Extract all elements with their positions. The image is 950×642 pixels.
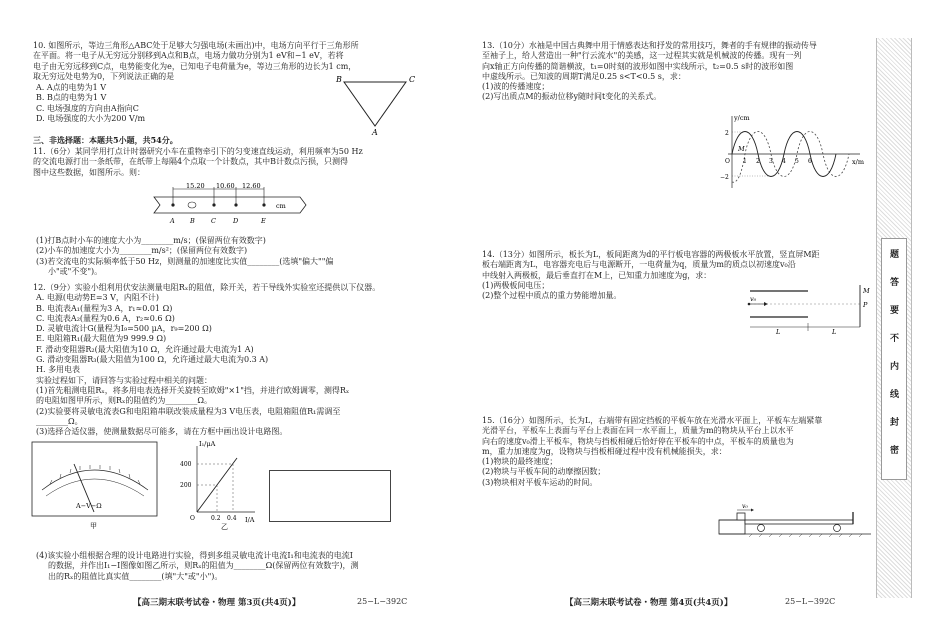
platform bbox=[719, 520, 745, 534]
q14-line: 14.（13分）如图所示，板长为L，板间距离为d的平行板电容器的两极板水平放置，竖直屏M距 bbox=[482, 250, 820, 259]
q12-item: D. 灵敏电流计G(量程为I₉=500 μA，r₉=200 Ω) bbox=[36, 324, 212, 334]
paper-tape-figure bbox=[150, 183, 310, 231]
wave-x-label: x/m bbox=[852, 158, 865, 166]
q12-item: C. 电流表A₂(量程为0.6 A，r₂≈0.6 Ω) bbox=[36, 313, 175, 323]
strip-char: 线 bbox=[890, 390, 900, 400]
q11-subquestions bbox=[36, 236, 333, 277]
q11-sub: (3)若交流电的实际频率低于50 Hz，则测量的加速度比实值________(选填"偏大""偏 bbox=[36, 256, 334, 266]
exam-code-right: 25−L−392C bbox=[785, 597, 836, 606]
q10-line: 10. 如图所示，等边三角形△ABC处于足够大匀强电场(未画出)中，电场方向平行于三角形所 bbox=[33, 41, 359, 50]
q11-line: 的交流电源打出一条纸带，在纸带上每隔4个点取一个计数点，其中B计数点污损，只测得 bbox=[33, 157, 348, 167]
wave-x-tick-5: 5 bbox=[795, 158, 799, 165]
question-15 bbox=[482, 416, 822, 488]
q13-line: (1)波的传播速度； bbox=[482, 82, 550, 92]
strip-char: 要 bbox=[890, 306, 900, 316]
q12-sub: ________Ω。 bbox=[36, 416, 83, 426]
q15-line: m，重力加速度为g，设物块与挡板相碰过程中没有机械能损失，求： bbox=[482, 446, 727, 456]
q13-line: (2)写出质点M的振动位移y随时间t变化的关系式。 bbox=[482, 92, 662, 102]
q15-line: 光滑平台，平板车上表面与平台上表面在同一水平面上，质量为m的物块从平台上以水平 bbox=[482, 426, 794, 436]
strip-char: 答 bbox=[890, 278, 900, 288]
q12-part-4 bbox=[36, 551, 359, 582]
q11-line: 图中这些数据，如图所示。则： bbox=[33, 167, 145, 177]
q12-line: 12.（9分）实验小组利用伏安法测量电阻Rₓ的阻值，除开关，若干导线外实验室还提供以下仪器。 bbox=[33, 283, 381, 292]
graph-y-tick-200: 200 bbox=[180, 482, 192, 489]
q15-line: 15.（16分）如图所示，长为L，右端带有固定挡板的平板车放在光滑水平面上，平板车左端紧靠 bbox=[482, 416, 823, 425]
wave-y-tick-neg2: −2 bbox=[720, 174, 729, 181]
fig-jia-caption: 甲 bbox=[90, 522, 97, 530]
tape-dim-cd: 10.60 bbox=[216, 183, 235, 190]
q12-sub: 的电阻如图甲所示，则Rₓ的阻值约为________Ω。 bbox=[36, 396, 213, 406]
cap-label-l2: L bbox=[832, 328, 837, 335]
binding-strip-label bbox=[881, 238, 907, 480]
fig-yi-caption: 乙 bbox=[221, 523, 228, 530]
q12-4-line: 的数据，并作出I₁−I图像如图乙所示，则Rₓ的阻值为________Ω(保留两位有效数字)，测 bbox=[48, 561, 359, 571]
binding-strip bbox=[876, 38, 912, 598]
q10-line: 电子由无穷远移到C点，电势能变化为e，已知电子电荷量为e，等边三角形的边长为1 cm， bbox=[33, 61, 357, 71]
q14-line: (2)整个过程中质点的重力势能增加量。 bbox=[482, 291, 622, 301]
triangle-label-c: C bbox=[409, 75, 416, 84]
q13-line: 至袖子上，给人营造出一种"行云流水"的美感，这一过程其实就是机械波的传播。现有一列 bbox=[482, 51, 802, 61]
q10-option-b: B. B点的电势为1 V bbox=[36, 93, 107, 103]
q15-line: (2)物块与平板车间的动摩擦因数； bbox=[482, 467, 606, 477]
footer-page-4: 【高三期末联考试卷・物理 第4页(共4页)】 bbox=[565, 598, 733, 608]
q12-item: G. 滑动变阻器R₃(最大阻值为100 Ω，允许通过最大电流为0.3 A) bbox=[36, 355, 269, 365]
q12-line: 实验过程如下，请回答与实验过程中相关的问题： bbox=[36, 375, 212, 385]
graph-x-label: I/A bbox=[245, 516, 255, 524]
q12-item: B. 电流表A₁(量程为3 A，r₁≈0.01 Ω) bbox=[36, 303, 173, 313]
exam-code-left: 25−L−392C bbox=[357, 597, 408, 606]
triangle-label-a: A bbox=[372, 128, 378, 136]
capacitor-figure bbox=[720, 283, 870, 335]
circuit-answer-box[interactable] bbox=[269, 470, 391, 522]
wave-origin: O bbox=[725, 158, 730, 165]
graph-y-tick-400: 400 bbox=[180, 461, 192, 468]
strip-char: 不 bbox=[890, 334, 900, 344]
strip-char: 封 bbox=[890, 418, 900, 428]
cap-label-v0: v₀ bbox=[750, 295, 757, 303]
tape-point-d: D bbox=[233, 217, 239, 225]
graph-x-tick-02: 0.2 bbox=[211, 515, 221, 522]
q15-line: (1)物块的最终速度； bbox=[482, 457, 558, 467]
footer-page-3: 【高三期末联考试卷・物理 第3页(共4页)】 bbox=[133, 598, 301, 608]
q10-line: 在平面。将一电子从无穷远分别移到A点和B点，电场力做功分别为1 eV和−1 eV，若将 bbox=[33, 51, 344, 61]
graph-x-tick-04: 0.4 bbox=[227, 515, 237, 522]
wave-x-tick-3: 3 bbox=[769, 158, 773, 165]
q12-4-line: 出的Rₓ的阻值比真实值________(填"大"或"小")。 bbox=[48, 571, 223, 581]
tape-dim-ac: 15.20 bbox=[186, 183, 205, 190]
q13-line: 13.（10分）水袖是中国古典舞中用于情感表达和抒发的常用技巧，舞者的手有规律的振动传导 bbox=[482, 41, 817, 50]
strip-char: 题 bbox=[890, 250, 900, 260]
multimeter-figure bbox=[30, 440, 160, 530]
q13-line: 中虚线所示。已知波的周期T满足0.25 s<T<0.5 s，求： bbox=[482, 71, 686, 81]
q10-option-c: C. 电场强度的方向由A指向C bbox=[36, 103, 139, 113]
q10-option-a: A. A点的电势为1 V bbox=[36, 83, 107, 92]
q11-line: 11.（6分）某同学用打点计时器研究小车在重物牵引下的匀变速直线运动，利用频率为50 Hz bbox=[33, 147, 363, 156]
graph-origin: O bbox=[190, 515, 195, 522]
i1-i-graph bbox=[175, 440, 260, 530]
strip-char: 内 bbox=[890, 362, 900, 372]
q15-line: (3)物块相对平板车运动的时间。 bbox=[482, 477, 598, 487]
meter-label: A−V−Ω bbox=[76, 502, 102, 510]
q15-line: 向右的速度v₀滑上平板车，物块与挡板相碰后恰好停在平板车的中点，平板车的质量也为 bbox=[482, 436, 794, 446]
q10-option-d: D. 电场强度的大小为200 V/m bbox=[36, 113, 146, 123]
question-11 bbox=[33, 147, 363, 178]
smudge-mark bbox=[188, 202, 196, 208]
triangle-label-b: B bbox=[336, 75, 342, 84]
q13-line: 向x轴正方向传播的简谐横波，t₁=0时刻的波形如图中实线所示，t₂=0.5 s时的波形如图 bbox=[482, 61, 794, 71]
tape-point-c: C bbox=[211, 217, 216, 225]
cap-label-p: P bbox=[863, 301, 868, 309]
wave-x-tick-2: 2 bbox=[756, 158, 760, 165]
page-3 bbox=[0, 0, 455, 642]
page-4 bbox=[455, 0, 875, 642]
wave-x-tick-6: 6 bbox=[808, 158, 812, 165]
q12-item: H. 多用电表 bbox=[36, 365, 81, 375]
q11-sub: (1)打B点时小车的速度大小为________m/s；(保留两位有效数字) bbox=[36, 236, 266, 245]
wave-point-m: M bbox=[738, 145, 745, 153]
tape-point-a: A bbox=[170, 217, 175, 225]
triangle-figure bbox=[330, 74, 420, 136]
tape-point-e: E bbox=[261, 217, 266, 225]
cart-figure bbox=[715, 500, 875, 540]
tape-unit: cm bbox=[276, 202, 286, 210]
q11-sub: (2)小车的加速度大小为________m/s²；(保留两位有效数字) bbox=[36, 246, 248, 256]
graph-y-label: I₁/μA bbox=[199, 440, 216, 448]
block bbox=[737, 513, 745, 520]
q12-sub: (2)实验要将灵敏电流表G和电阻箱串联改装成量程为3 V电压表，电阻箱阻值R₁需调至 bbox=[36, 406, 341, 416]
wave-y-tick-2: 2 bbox=[725, 130, 729, 137]
tape-point-b: B bbox=[190, 217, 195, 225]
question-12 bbox=[33, 283, 380, 437]
triangle-shape bbox=[344, 82, 406, 126]
q14-line: (1)两极板间电压； bbox=[482, 280, 550, 290]
q10-options bbox=[36, 83, 145, 124]
strip-char: 密 bbox=[890, 446, 900, 456]
cart-label-v0: v₀ bbox=[742, 503, 748, 510]
q12-4-line: (4)该实验小组根据合理的设计电路进行实验，得到多组灵敏电流计电流I₁和电流表的电流I bbox=[36, 551, 353, 560]
cart-board bbox=[745, 520, 853, 524]
q10-line: 取无穷远处电势为0，下列说法正确的是 bbox=[33, 71, 175, 81]
wave-x-tick-1: 1 bbox=[743, 158, 747, 165]
wave-x-tick-4: 4 bbox=[782, 158, 786, 165]
q12-item: E. 电阻箱R₁(最大阻值为9 999.9 Ω) bbox=[36, 334, 167, 344]
question-10 bbox=[33, 41, 359, 82]
q12-sub: (1)首先粗测电阻Rₓ，将多用电表选择开关旋转至欧姆"×1"挡，并进行欧姆调零，测得Rₓ bbox=[36, 385, 350, 395]
q12-sub: (3)选择合适仪器，使测量数据尽可能多，请在方框中画出设计电路图。 bbox=[36, 427, 288, 437]
q11-sub: 小"或"不变")。 bbox=[48, 266, 103, 276]
cap-label-m: M bbox=[863, 287, 870, 295]
wave-figure bbox=[720, 112, 870, 192]
q14-line: 板右端距离为L，电容器充电后与电源断开，一电荷量为q，质量为m的质点以初速度v₀沿 bbox=[482, 260, 796, 270]
tape-dim-de: 12.60 bbox=[242, 183, 261, 190]
wave-y-label: y/cm bbox=[734, 114, 750, 122]
section-3-heading: 三、非选择题：本题共5小题，共54分。 bbox=[33, 135, 178, 145]
question-13 bbox=[482, 41, 817, 103]
q12-item: F. 滑动变阻器R₂(最大阻值为10 Ω，允许通过最大电流为1 A) bbox=[36, 344, 254, 354]
cap-label-l1: L bbox=[776, 328, 781, 335]
q14-line: 中线射入两极板，最后垂直打在M上，已知重力加速度为g，求： bbox=[482, 270, 712, 280]
wave-dashed bbox=[732, 132, 849, 183]
q12-item: A. 电源(电动势E=3 V，内阻不计) bbox=[36, 293, 160, 303]
